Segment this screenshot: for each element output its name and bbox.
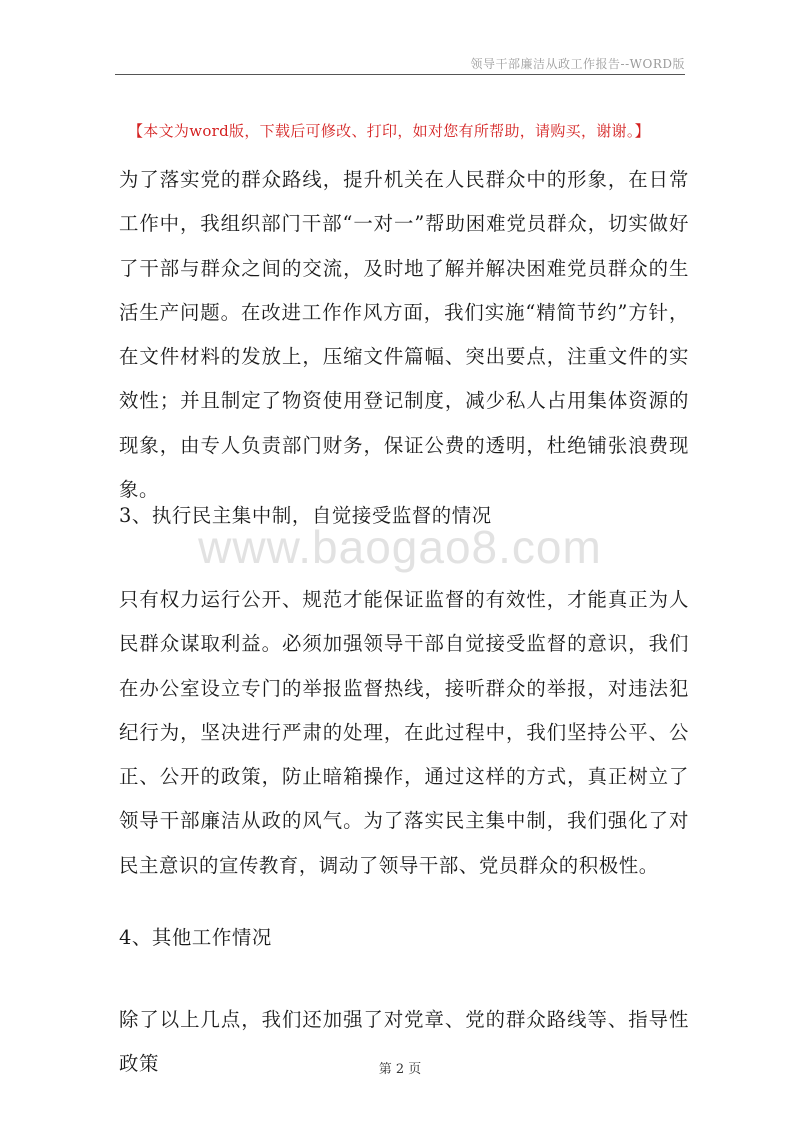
page-number: 第 2 页 [378,1062,422,1077]
header-divider [115,74,685,75]
body-paragraph-3: 除了以上几点，我们还加强了对党章、党的群众路线等、指导性政策 [119,1008,689,1076]
body-paragraph-2: 只有权力运行公开、规范才能保证监督的有效性，才能真正为人民群众谋取利益。必须加强领导干部自觉接受监督的意识，我们在办公室设立专门的举报监督热线，接听群众的举报，对违法犯纪行为，坚决进行严肃的处理，在此过程中，我们坚持公平、公正、公开的政策，防止暗箱操作，通过这样的方式，真正树立了领导干部廉洁从政的风气。为了落实民主集中制，我们强化了对民主意识的宣传教育，调动了领导干部、党员群众的积极性。 [119,588,689,877]
section-heading-3: 3、执行民主集中制，自觉接受监督的情况 [119,504,492,527]
purchase-notice: 【本文为word版，下载后可修改、打印，如对您有所帮助，请购买，谢谢。】 [128,122,650,140]
section-heading-4: 4、其他工作情况 [119,926,272,949]
running-header: 领导干部廉洁从政工作报告--WORD版 [470,57,685,71]
body-paragraph-1: 为了落实党的群众路线，提升机关在人民群众中的形象，在日常工作中，我组织部门干部“一对一”帮助困难党员群众，切实做好了干部与群众之间的交流，及时地了解并解决困难党员群众的生活生产问题。在改进工作作风方面，我们实施“精简节约”方针，在文件材料的发放上，压缩文件篇幅、突出要点，注重文件的实效性；并且制定了物资使用登记制度，减少私人占用集体资源的现象，由专人负责部门财务，保证公费的透明，杜绝铺张浪费现象。 [119,168,689,502]
watermark: www.baogao8.com [198,521,602,573]
